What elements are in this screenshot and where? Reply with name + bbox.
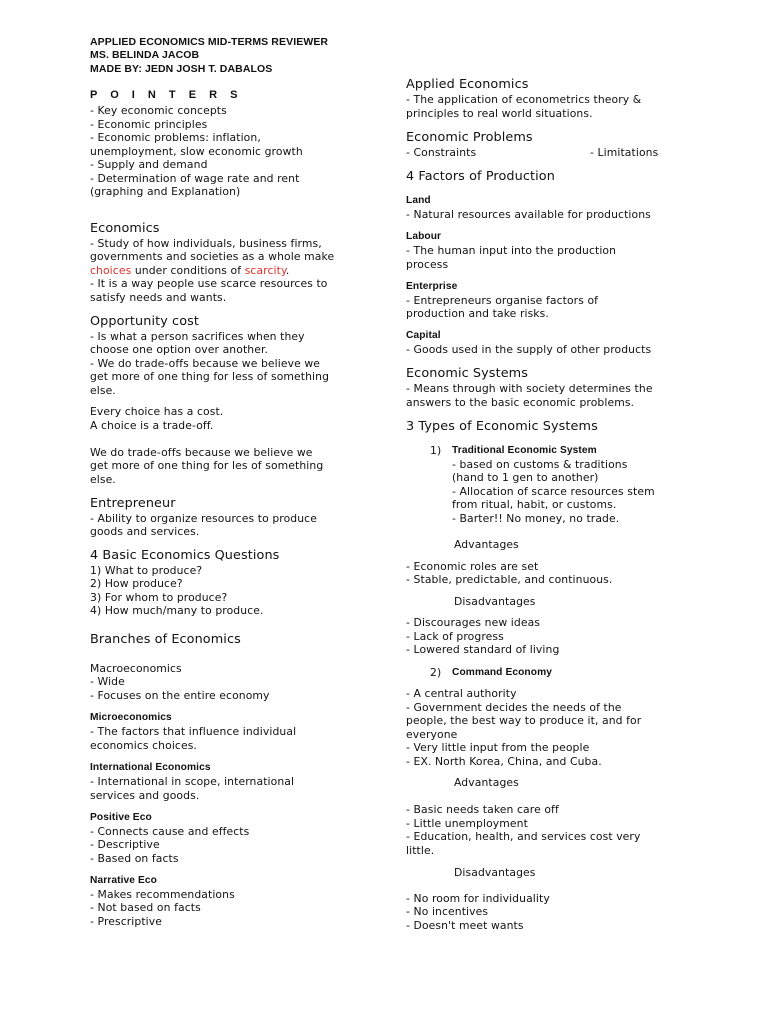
traditional-text: from ritual, habit, or customs. bbox=[452, 498, 617, 511]
economics-text: satisfy needs and wants. bbox=[90, 291, 227, 304]
command-advantages-label: Advantages bbox=[454, 776, 519, 789]
intl-text: - International in scope, international bbox=[90, 775, 295, 788]
economics-text: - Study of how individuals, business firms, bbox=[90, 237, 322, 250]
narrative-text: - Makes recommendations bbox=[90, 888, 235, 901]
opportunity-text: get more of one thing for less of something bbox=[90, 370, 330, 383]
pointer-item: - Economic problems: inflation, bbox=[90, 131, 261, 144]
economics-text: governments and societies as a whole make bbox=[90, 250, 335, 263]
narrative-text: - Not based on facts bbox=[90, 901, 201, 914]
positive-text: - Based on facts bbox=[90, 852, 179, 865]
pointer-item: unemployment, slow economic growth bbox=[90, 145, 303, 158]
positive-heading: Positive Eco bbox=[90, 812, 152, 823]
pointer-item: - Supply and demand bbox=[90, 158, 208, 171]
doc-title: APPLIED ECONOMICS MID-TERMS REVIEWER bbox=[90, 36, 329, 48]
capital-text: - Goods used in the supply of other products bbox=[406, 343, 652, 356]
economics-text: - It is a way people use scarce resources to bbox=[90, 277, 328, 290]
questions-heading: 4 Basic Economics Questions bbox=[90, 548, 280, 563]
command-advantage: - Little unemployment bbox=[406, 817, 528, 830]
question-item: 3) For whom to produce? bbox=[90, 591, 228, 604]
pointer-item: - Economic principles bbox=[90, 118, 208, 131]
economics-definition-line: choices under conditions of scarcity. bbox=[90, 264, 290, 277]
capital-heading: Capital bbox=[406, 330, 441, 341]
positive-text: - Descriptive bbox=[90, 838, 160, 851]
labour-text: process bbox=[406, 258, 449, 271]
traditional-disadvantage: - Discourages new ideas bbox=[406, 616, 541, 629]
opportunity-text: else. bbox=[90, 384, 116, 397]
problem-constraints: - Constraints bbox=[406, 146, 477, 159]
applied-text: principles to real world situations. bbox=[406, 107, 593, 120]
opportunity-text: Every choice has a cost. bbox=[90, 405, 224, 418]
command-text: everyone bbox=[406, 728, 458, 741]
systems-heading: Economic Systems bbox=[406, 366, 529, 381]
labour-heading: Labour bbox=[406, 231, 442, 242]
command-advantage: - Education, health, and services cost very bbox=[406, 830, 641, 843]
micro-text: economics choices. bbox=[90, 739, 197, 752]
command-advantage: - Basic needs taken care off bbox=[406, 803, 559, 816]
traditional-text: - Barter!! No money, no trade. bbox=[452, 512, 620, 525]
command-disadvantages-label: Disadvantages bbox=[454, 866, 536, 879]
micro-text: - The factors that influence individual bbox=[90, 725, 297, 738]
types-heading: 3 Types of Economic Systems bbox=[406, 419, 598, 434]
labour-text: - The human input into the production bbox=[406, 244, 617, 257]
opportunity-text: get more of one thing for les of something bbox=[90, 459, 324, 472]
economics-heading: Economics bbox=[90, 221, 160, 236]
intl-heading: International Economics bbox=[90, 762, 211, 773]
traditional-text: (hand to 1 gen to another) bbox=[452, 471, 599, 484]
pointer-item: - Determination of wage rate and rent bbox=[90, 172, 300, 185]
entrepreneur-heading: Entrepreneur bbox=[90, 496, 176, 511]
command-text: - Government decides the needs of the bbox=[406, 701, 622, 714]
highlight-choices: choices bbox=[90, 264, 132, 277]
question-item: 2) How produce? bbox=[90, 577, 183, 590]
traditional-number: 1) bbox=[430, 444, 442, 457]
opportunity-text: A choice is a trade-off. bbox=[90, 419, 214, 432]
micro-heading: Microeconomics bbox=[90, 712, 172, 723]
enterprise-text: - Entrepreneurs organise factors of bbox=[406, 294, 599, 307]
traditional-text: - based on customs & traditions bbox=[452, 458, 628, 471]
command-advantage: little. bbox=[406, 844, 435, 857]
land-heading: Land bbox=[406, 195, 431, 206]
positive-text: - Connects cause and effects bbox=[90, 825, 250, 838]
systems-text: answers to the basic economic problems. bbox=[406, 396, 635, 409]
land-text: - Natural resources available for productions bbox=[406, 208, 651, 221]
macro-text: - Focuses on the entire economy bbox=[90, 689, 270, 702]
opportunity-cost-heading: Opportunity cost bbox=[90, 314, 200, 329]
factors-heading: 4 Factors of Production bbox=[406, 169, 555, 184]
enterprise-heading: Enterprise bbox=[406, 281, 458, 292]
pointer-item: (graphing and Explanation) bbox=[90, 185, 241, 198]
command-text: - A central authority bbox=[406, 687, 517, 700]
macro-text: - Wide bbox=[90, 675, 125, 688]
traditional-text: - Allocation of scarce resources stem bbox=[452, 485, 655, 498]
applied-heading: Applied Economics bbox=[406, 77, 529, 92]
systems-text: - Means through with society determines the bbox=[406, 382, 653, 395]
entrepreneur-text: goods and services. bbox=[90, 525, 200, 538]
traditional-heading: Traditional Economic System bbox=[452, 445, 597, 456]
traditional-advantage: - Economic roles are set bbox=[406, 560, 539, 573]
traditional-disadvantage: - Lack of progress bbox=[406, 630, 504, 643]
opportunity-text: We do trade-offs because we believe we bbox=[90, 446, 313, 459]
enterprise-text: production and take risks. bbox=[406, 307, 549, 320]
command-text: - Very little input from the people bbox=[406, 741, 590, 754]
pointers-heading: P O I N T E R S bbox=[90, 89, 243, 101]
problems-heading: Economic Problems bbox=[406, 130, 533, 145]
intl-text: services and goods. bbox=[90, 789, 200, 802]
command-disadvantage: - Doesn't meet wants bbox=[406, 919, 524, 932]
opportunity-text: else. bbox=[90, 473, 116, 486]
author-name: MADE BY: JEDN JOSH T. DABALOS bbox=[90, 63, 273, 75]
command-disadvantage: - No incentives bbox=[406, 905, 489, 918]
question-item: 4) How much/many to produce. bbox=[90, 604, 264, 617]
narrative-heading: Narrative Eco bbox=[90, 875, 157, 886]
narrative-text: - Prescriptive bbox=[90, 915, 163, 928]
question-item: 1) What to produce? bbox=[90, 564, 203, 577]
command-number: 2) bbox=[430, 666, 442, 679]
highlight-scarcity: scarcity bbox=[244, 264, 286, 277]
traditional-disadvantages-label: Disadvantages bbox=[454, 595, 536, 608]
traditional-advantages-label: Advantages bbox=[454, 538, 519, 551]
entrepreneur-text: - Ability to organize resources to produce bbox=[90, 512, 317, 525]
command-heading: Command Economy bbox=[452, 667, 552, 678]
teacher-name: MS. BELINDA JACOB bbox=[90, 49, 200, 61]
applied-text: - The application of econometrics theory & bbox=[406, 93, 642, 106]
branches-heading: Branches of Economics bbox=[90, 632, 241, 647]
command-text: people, the best way to produce it, and for bbox=[406, 714, 642, 727]
problem-limitations: - Limitations bbox=[590, 146, 659, 159]
traditional-disadvantage: - Lowered standard of living bbox=[406, 643, 560, 656]
problems-row bbox=[406, 146, 696, 159]
opportunity-text: - Is what a person sacrifices when they bbox=[90, 330, 305, 343]
command-disadvantage: - No room for individuality bbox=[406, 892, 550, 905]
opportunity-text: choose one option over another. bbox=[90, 343, 269, 356]
command-text: - EX. North Korea, China, and Cuba. bbox=[406, 755, 602, 768]
opportunity-text: - We do trade-offs because we believe we bbox=[90, 357, 321, 370]
pointer-item: - Key economic concepts bbox=[90, 104, 227, 117]
macro-heading: Macroeconomics bbox=[90, 662, 182, 675]
traditional-advantage: - Stable, predictable, and continuous. bbox=[406, 573, 613, 586]
